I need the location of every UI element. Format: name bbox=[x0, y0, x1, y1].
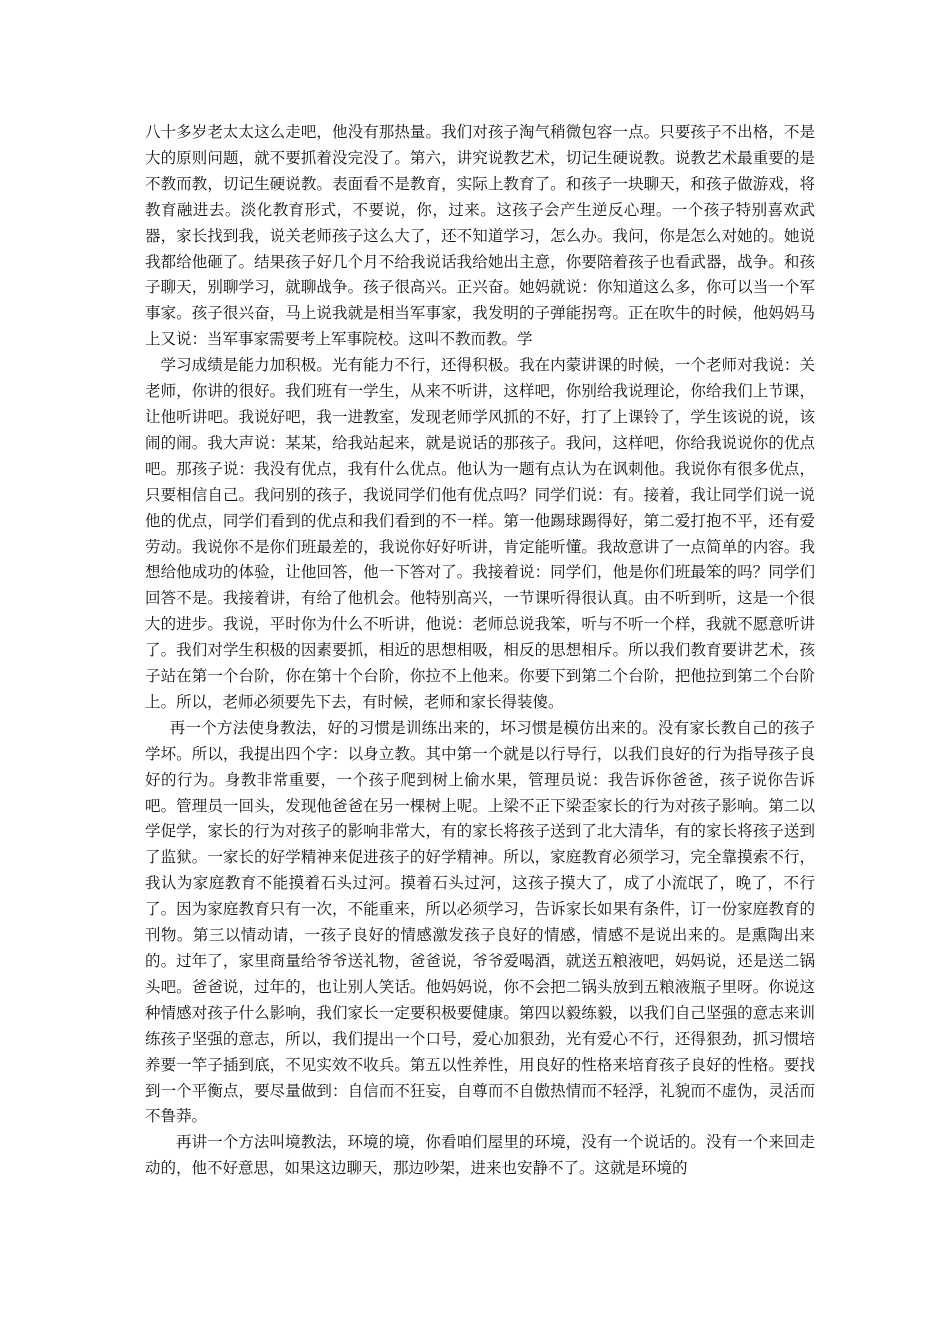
paragraph-1: 八十多岁老太太这么走吧，他没有那热量。我们对孩子淘气稍微包容一点。只要孩子不出格，不是大的原则问题，就不要抓着没完没了。第六，讲究说教艺术，切记生硬说教。说教艺术最重要的是不教而教，切记生硬说教。表面看不是教育，实际上教育了。和孩子一块聊天，和孩子做游戏，将教育融进去。淡化教育形式，不要说，你，过来。这孩子会产生逆反心理。一个孩子特别喜欢武器，家长找到我，说关老师孩子这么大了，还不知道学习，怎么办。我问，你是怎么对她的。她说我都给他砸了。结果孩子好几个月不给我说话我给她出主意，你要陪着孩子也看武器，战争。和孩子聊天，别聊学习，就聊战争。孩子很高兴。正兴奋。她妈就说：你知道这么多，你可以当一个军事家。孩子很兴奋，马上说我就是相当军事家，我发明的子弹能拐弯。正在吹牛的时候，他妈妈马上又说：当军事家需要考上军事院校。这叫不教而教。学 bbox=[145, 123, 815, 349]
paragraph-3: 再一个方法使身教法，好的习惯是训练出来的，坏习惯是模仿出来的。没有家长教自己的孩子学坏。所以，我提出四个字：以身立教。其中第一个就是以行导行，以我们良好的行为指导孩子良好的行为。身教非常重要，一个孩子爬到树上偷水果，管理员说：我告诉你爸爸，孩子说你告诉吧。管理员一回头，发现他爸爸在另一棵树上呢。上梁不正下梁歪家长的行为对孩子影响。第二以学促学，家长的行为对孩子的影响非常大，有的家长将孩子送到了北大清华，有的家长将孩子送到了监狱。一家长的好学精神来促进孩子的好学精神。所以，家庭教育必须学习，完全靠摸索不行，我认为家庭教育不能摸着石头过河。摸着石头过河，这孩子摸大了，成了小流氓了，晚了，不行了。因为家庭教育只有一次，不能重来，所以必须学习，告诉家长如果有条件，订一份家庭教育的刊物。第三以情动请，一孩子良好的情感激发孩子良好的情感，情感不是说出来的。是熏陶出来的。过年了，家里商量给爷爷送礼物，爸爸说，爷爷爱喝酒，就送五粮液吧，妈妈说，还是送二锅头吧。爸爸说，过年的，也让别人笑话。他妈妈说，你不会把二锅头放到五粮液瓶子里呀。你说这种情感对孩子什么影响，我们家长一定要积极要健康。第四以毅练毅，以我们自己坚强的意志来训练孩子坚强的意志，所以，我们提出一个口号，爱心加狠劲，光有爱心不行，还得狠劲，抓习惯培养要一竿子插到底，不见实效不收兵。第五以性养性，用良好的性格来培育孩子良好的性格。要找到一个平衡点，要尽量做到：自信而不狂妄，自尊而不自傲热情而不轻浮，礼貌而不虚伪，灵活而不鲁莽。 bbox=[145, 718, 815, 1126]
paragraph-2: 学习成绩是能力加积极。光有能力不行，还得积极。我在内蒙讲课的时候，一个老师对我说：关老师，你讲的很好。我们班有一学生，从来不听讲，这样吧，你别给我说理论，你给我们上节课，让他听讲吧。我说好吧，我一进教室，发现老师学风抓的不好，打了上课铃了，学生该说的说，该闹的闹。我大声说：某某，给我站起来，就是说话的那孩子。我问，这样吧，你给我说说你的优点吧。那孩子说：我没有优点，我有什么优点。他认为一题有点认为在讽刺他。我说你有很多优点，只要相信自己。我问别的孩子，我说同学们他有优点吗？同学们说：有。接着，我让同学们说一说他的优点，同学们看到的优点和我们看到的不一样。第一他踢球踢得好，第二爱打抱不平，还有爱劳动。我说你不是你们班最差的，我说你好好听讲，肯定能听懂。我故意讲了一点简单的内容。我想给他成功的体验，让他回答，他一下答对了。我接着说：同学们，他是你们班最笨的吗？同学们回答不是。我接着讲，有给了他机会。他特别高兴，一节课听得很认真。由不听到听，这是一个很大的进步。我说，平时你为什么不听讲，他说：老师总说我笨，听与不听一个样，我就不愿意听讲了。我们对学生积极的因素要抓，相近的思想相吸，相反的思想相斥。所以我们教育要讲艺术，孩子站在第一个台阶，你在第十个台阶，你拉不上他来。你要下到第二个台阶，把他拉到第二个台阶上。所以，老师必须要先下去，有时候，老师和家长得装傻。 bbox=[145, 356, 815, 711]
paragraph-4: 再讲一个方法叫境教法，环境的境，你看咱们屋里的环境，没有一个说话的。没有一个来回走动的，他不好意思，如果这边聊天，那边吵架，进来也安静不了。这就是环境的 bbox=[145, 1133, 815, 1178]
document-body bbox=[145, 120, 815, 1182]
